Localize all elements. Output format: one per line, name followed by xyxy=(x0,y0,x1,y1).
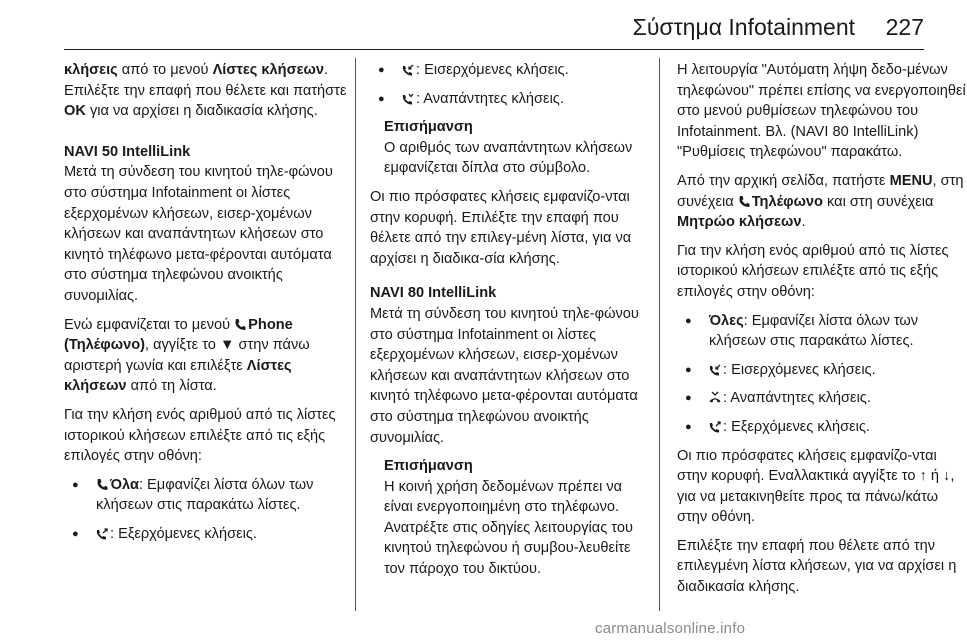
text: : Εξερχόμενες κλήσεις. xyxy=(723,418,870,435)
bold-term: Λίστες κλήσεων xyxy=(64,357,292,395)
text: : Εμφανίζει λίστα όλων των κλήσεων στις παρακάτω λίστες. xyxy=(96,476,314,514)
list-item xyxy=(677,360,967,381)
paragraph: Για την κλήση ενός αριθμού από τις λίστες ιστορικού κλήσεων επιλέξτε από τις εξής επιλογές στην οθόνη: xyxy=(64,406,336,465)
note-text: Ο αριθμός των αναπάντητων κλήσεων εμφανίζεται δίπλα στο σύμβολο. xyxy=(384,139,633,177)
list-item xyxy=(677,311,967,352)
text: , αγγίξτε το ▼ στην πάνω αριστερή γωνία και επιλέξτε xyxy=(64,337,310,374)
column-divider-1 xyxy=(355,58,356,611)
list-item xyxy=(64,524,347,545)
text: : Αναπάντητες κλήσεις. xyxy=(416,90,564,107)
text: : Εμφανίζει λίστα όλων των κλήσεων στις παρακάτω λίστες. xyxy=(709,312,919,350)
phone-icon xyxy=(738,195,750,208)
paragraph: Οι πιο πρόσφατες κλήσεις εμφανίζο-νται στην κορυφή. Εναλλακτικά αγγίξτε το ↑ ή ↓, για να μετακινηθείτε προς τα πάνω/κάτω στην οθόνη. xyxy=(677,447,955,526)
text: : Εισερχόμενες κλήσεις. xyxy=(723,361,876,378)
list-item xyxy=(370,60,652,81)
incoming-call-icon xyxy=(709,363,721,376)
bold-term: ΟΚ xyxy=(64,103,86,120)
section-title: Σύστημα Infotainment xyxy=(632,14,855,40)
column-3 xyxy=(677,60,967,606)
paragraph: Η λειτουργία "Αυτόματη λήψη δεδο-μένων τηλεφώνου" πρέπει επίσης να ενεργοποιηθεί στο μενού ρυθμίσεων τηλεφώνου του Infotainment. Βλ. (NAVI 80 IntelliLink) "Ρυθμίσεις τηλεφώνου" παρακάτω. xyxy=(677,62,966,161)
list-item xyxy=(64,475,347,516)
text: Από την αρχική σελίδα, πατήστε xyxy=(677,172,890,189)
text: από το μενού xyxy=(117,62,213,78)
paragraph: Οι πιο πρόσφατες κλήσεις εμφανίζο-νται στην κορυφή. Επιλέξτε την επαφή που θέλετε από την επιλεγ-μένη λίστα, για να αρχίσει η διαδικα-σία κλήσης. xyxy=(370,188,632,267)
paragraph xyxy=(677,171,967,233)
bold-term: Όλα xyxy=(110,476,139,493)
outgoing-call-icon xyxy=(709,420,721,433)
text: : Αναπάντητες κλήσεις. xyxy=(723,390,871,407)
paragraph xyxy=(64,60,347,122)
column-1 xyxy=(64,60,347,552)
phone-icon xyxy=(96,478,108,491)
note-title: Επισήμανση xyxy=(384,458,473,475)
note-box xyxy=(370,117,652,179)
header-divider xyxy=(64,49,924,50)
missed-call-icon xyxy=(402,92,414,105)
page-number: 227 xyxy=(885,14,924,40)
outgoing-call-icon xyxy=(96,527,108,540)
bold-term: Όλες xyxy=(709,312,744,329)
note-title: Επισήμανση xyxy=(384,119,473,136)
text: για να αρχίσει η διαδικασία κλήσης. xyxy=(85,103,318,120)
list-item xyxy=(370,89,652,110)
bold-term: Μητρώο κλήσεων xyxy=(677,214,802,231)
incoming-call-icon xyxy=(402,63,414,76)
paragraph: Επιλέξτε την επαφή που θέλετε από την επιλεγμένη λίστα κλήσεων, για να αρχίσει η διαδικασία κλήσης. xyxy=(677,537,957,596)
bold-term: MENU xyxy=(889,172,933,189)
list-item xyxy=(677,388,967,409)
note-box xyxy=(370,456,652,580)
option-list xyxy=(370,60,652,109)
bold-term: Phone (Τηλέφωνο) xyxy=(64,316,293,354)
subheading: NAVI 50 IntelliLink xyxy=(64,143,191,160)
note-text: Η κοινή χρήση δεδομένων πρέπει να είναι ενεργοποιημένη στο τηλέφωνο. Ανατρέξτε στις οδηγίες λειτουργίας του κινητού τηλεφώνου ή συμβου-λευθείτε τον πάροχο του δικτύου. xyxy=(384,478,633,578)
bold-term: κλήσεις xyxy=(64,62,118,78)
phone-icon xyxy=(234,318,246,331)
text: , στη συνέχεια xyxy=(677,172,964,210)
bold-term: Τηλέφωνο xyxy=(751,193,823,210)
list-item xyxy=(677,417,967,438)
text: . xyxy=(801,214,806,231)
paragraph: Μετά τη σύνδεση του κινητού τηλε-φώνου στο σύστημα Infotainment οι λίστες εξερχομένων κλήσεων, εισερ-χομένων κλήσεων και αναπάντητων κλήσεων στο κινητό τηλέφωνο μετα-φέρονται αυτόματα στο σύστημα τηλεφώνου ανοικτής συνομιλίας. xyxy=(64,164,333,304)
paragraph: Για την κλήση ενός αριθμού από τις λίστες ιστορικού κλήσεων επιλέξτε από τις εξής επιλογές στην οθόνη: xyxy=(677,242,949,300)
paragraph xyxy=(64,315,347,397)
column-divider-2 xyxy=(659,58,660,611)
text: : Εξερχόμενες κλήσεις. xyxy=(110,525,257,542)
paragraph: Μετά τη σύνδεση του κινητού τηλε-φώνου στο σύστημα Infotainment οι λίστες εξερχομένων κλήσεων, εισερ-χομένων κλήσεων και αναπάντητων κλήσεων στο κινητό τηλέφωνο μετα-φέρονται αυτόματα στο σύστημα τηλεφώνου ανοικτής συνομιλίας. xyxy=(370,305,639,446)
text: : Εισερχόμενες κλήσεις. xyxy=(416,62,569,78)
missed-call-icon xyxy=(709,391,721,404)
option-list xyxy=(64,475,347,545)
watermark: carmanualsonline.info xyxy=(595,620,746,637)
subheading: NAVI 80 IntelliLink xyxy=(370,285,497,302)
text: Ενώ εμφανίζεται το μενού xyxy=(64,316,235,333)
text: από τη λίστα. xyxy=(126,378,217,395)
text: . Επιλέξτε την επαφή που θέλετε και πατήστε xyxy=(64,62,347,99)
option-list xyxy=(677,311,967,438)
text: και στη συνέχεια xyxy=(822,193,934,210)
page-header xyxy=(0,0,960,46)
bold-term: Λίστες κλήσεων xyxy=(212,62,324,78)
column-2 xyxy=(370,60,652,588)
